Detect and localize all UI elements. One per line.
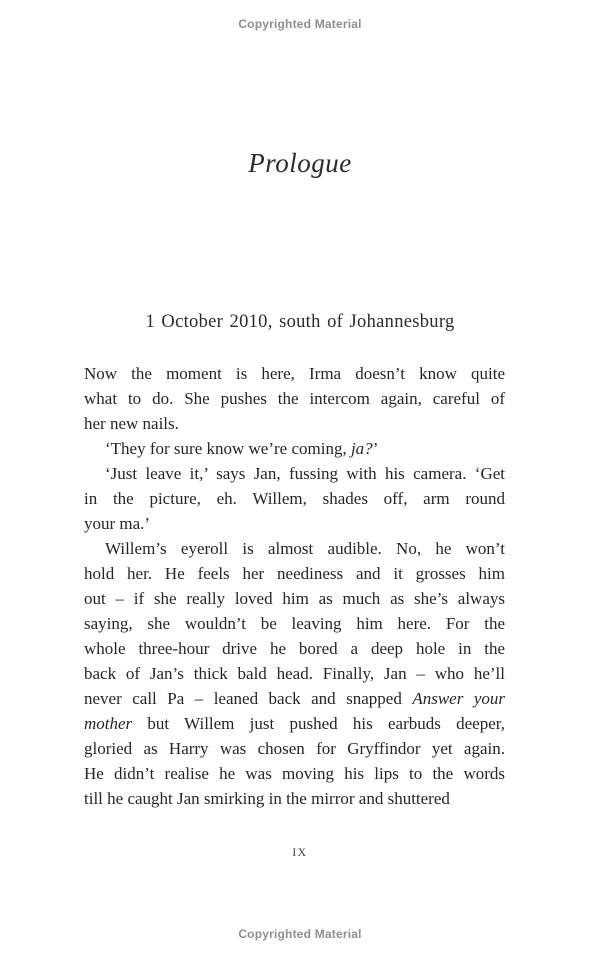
text-line: whole three-hour drive he bored a deep hole in the [84,639,505,658]
text-line: her new nails. [84,414,179,433]
text-line: in the picture, eh. Willem, shades off, arm round [84,489,505,508]
page-number: IX [292,847,308,859]
dateline: 1 October 2010, south of Johannesburg [145,312,455,332]
text-line: back of Jan’s thick bald head. Finally, Jan – who he’ll [84,664,505,683]
text-line: out – if she really loved him as much as she’s always [84,589,505,608]
text-line: never call Pa – leaned back and snapped Answer your [84,689,505,708]
chapter-title: Prologue [248,148,352,178]
text-line: ‘Just leave it,’ says Jan, fussing with his camera. ‘Get [105,464,505,483]
text-line: what to do. She pushes the intercom again, careful of [84,389,505,408]
text-line: hold her. He feels her neediness and it grosses him [84,564,505,583]
text-line: mother but Willem just pushed his earbuds deeper, [84,714,505,733]
text-line: till he caught Jan smirking in the mirror and shuttered [84,789,450,808]
text-line: your ma.’ [84,514,151,533]
text-line: Now the moment is here, Irma doesn’t know quite [84,364,505,383]
copyright-notice-bottom: Copyrighted Material [238,927,362,941]
body-text [84,361,505,811]
text-line: ‘They for sure know we’re coming, ja?’ [105,439,379,458]
text-line: gloried as Harry was chosen for Gryffindor yet again. [84,739,505,758]
text-line: saying, she wouldn’t be leaving him here. For the [84,614,505,633]
text-line: Willem’s eyeroll is almost audible. No, he won’t [105,539,505,558]
text-line: He didn’t realise he was moving his lips to the words [84,764,505,783]
copyright-notice-top: Copyrighted Material [238,17,362,31]
